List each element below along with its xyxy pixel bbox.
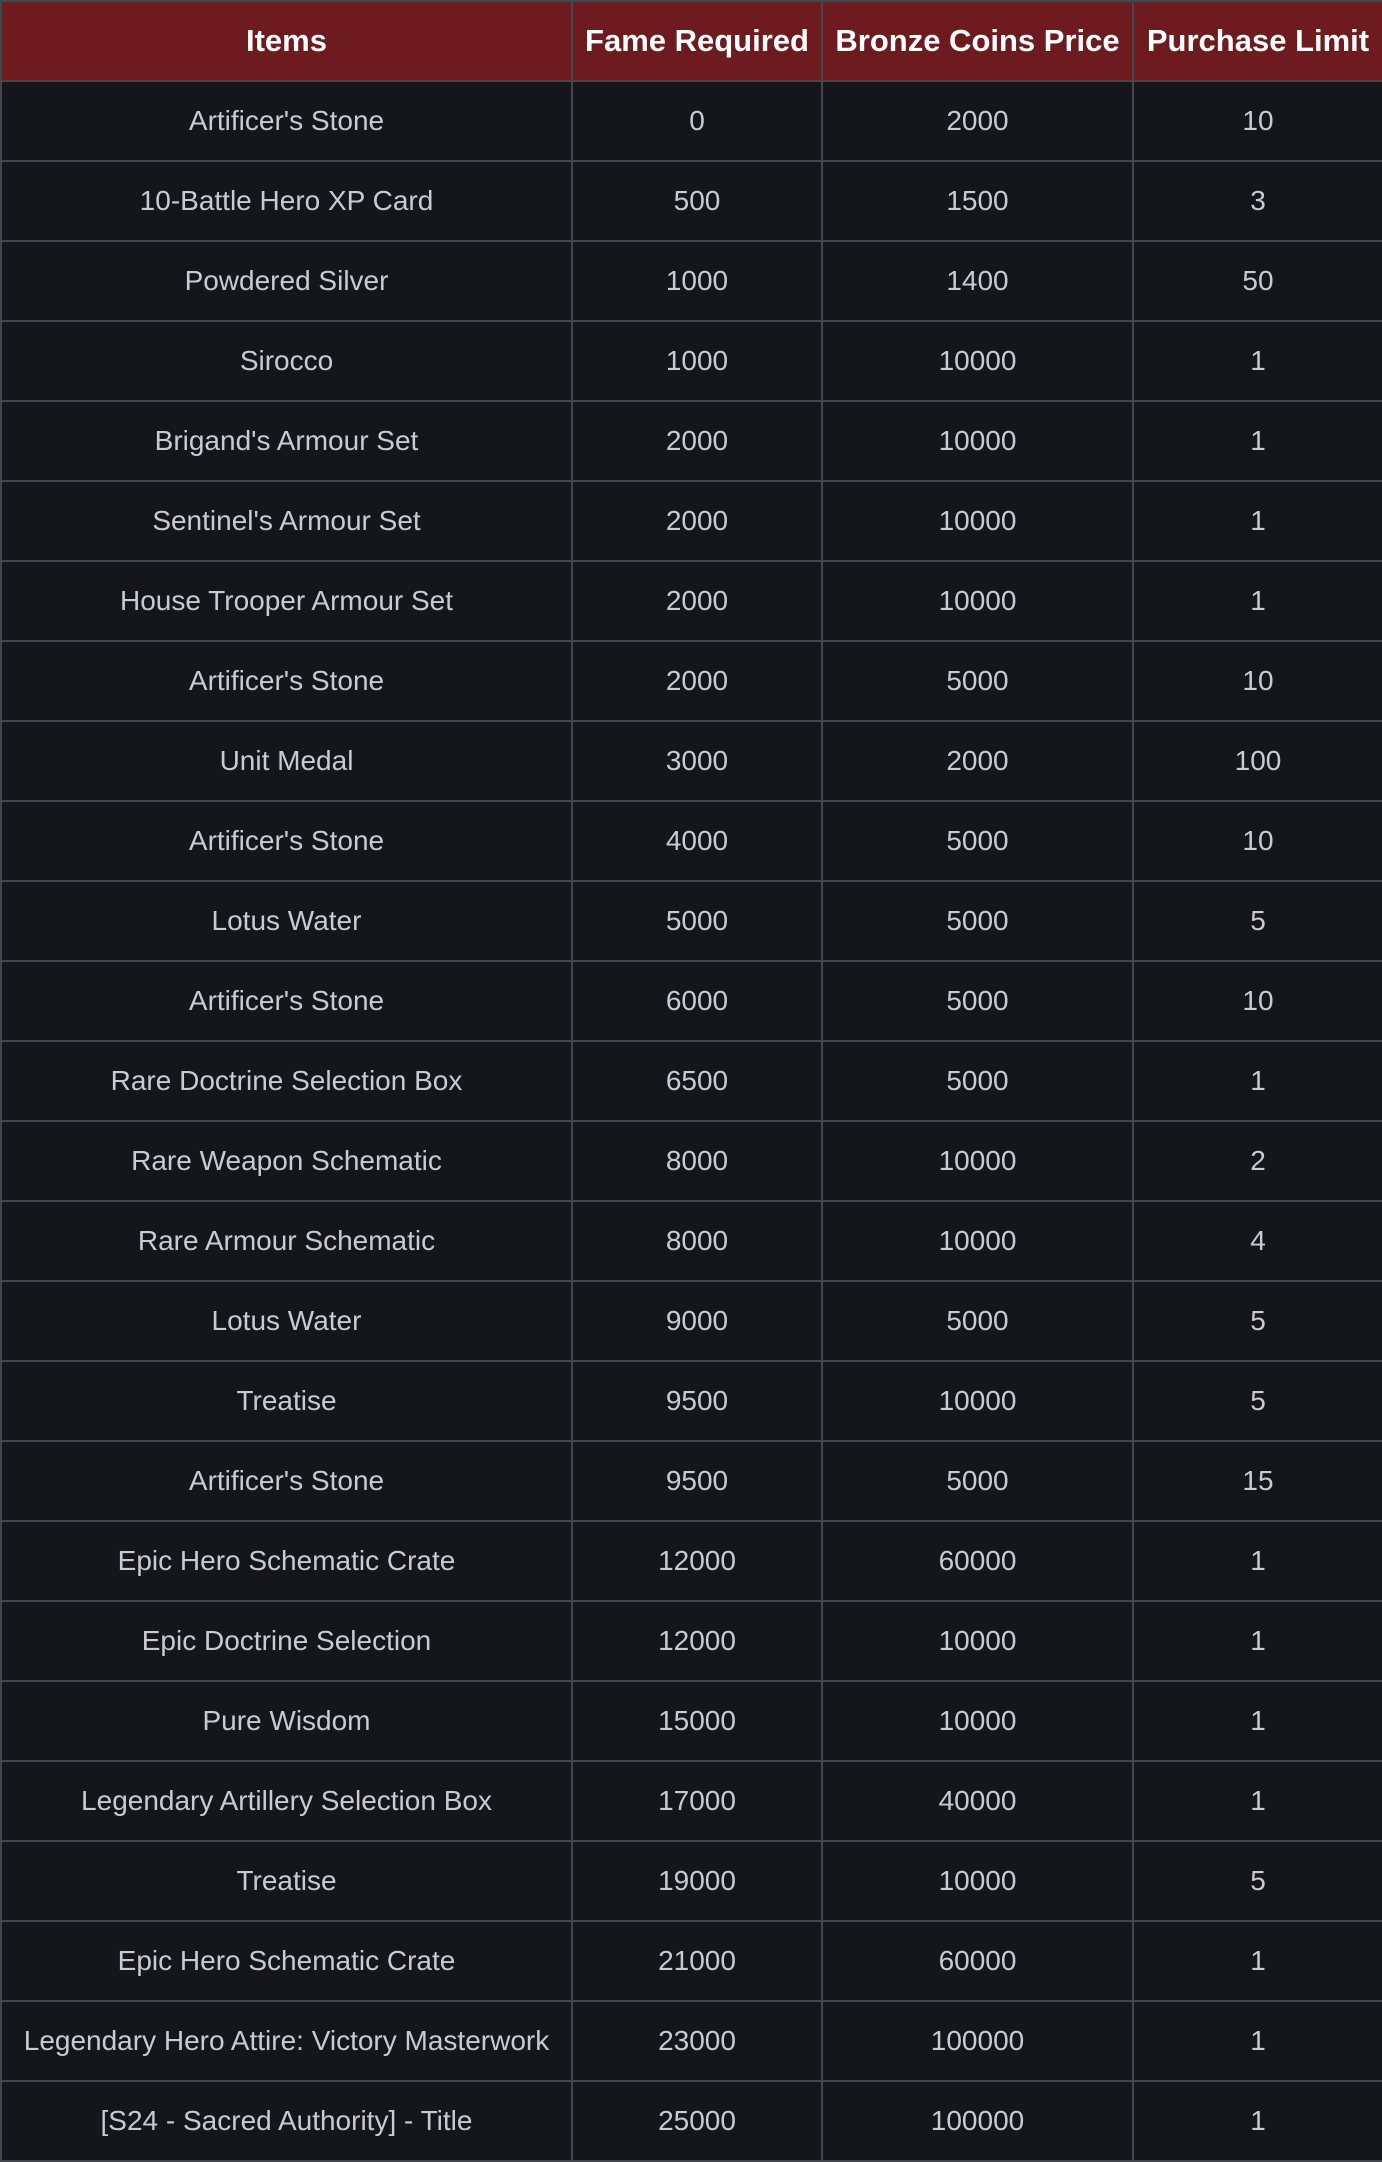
table-row: [1, 721, 1382, 801]
bronze-coins-price-cell: 5000: [822, 881, 1133, 961]
fame-required-cell: 17000: [572, 1761, 822, 1841]
fame-required-cell: 3000: [572, 721, 822, 801]
table-row: [1, 1521, 1382, 1601]
item-name-cell: Unit Medal: [1, 721, 572, 801]
bronze-coins-price-cell: 5000: [822, 961, 1133, 1041]
fame-required-cell: 500: [572, 161, 822, 241]
item-name-cell: Epic Hero Schematic Crate: [1, 1521, 572, 1601]
item-name-cell: Sirocco: [1, 321, 572, 401]
item-name-cell: [S24 - Sacred Authority] - Title: [1, 2081, 572, 2161]
table-header-row: [1, 1, 1382, 81]
table-row: [1, 641, 1382, 721]
item-name-cell: Artificer's Stone: [1, 81, 572, 161]
bronze-coins-price-cell: 5000: [822, 1281, 1133, 1361]
fame-required-cell: 0: [572, 81, 822, 161]
fame-required-cell: 19000: [572, 1841, 822, 1921]
purchase-limit-cell: 5: [1133, 1841, 1382, 1921]
table-row: [1, 1121, 1382, 1201]
item-name-cell: Epic Hero Schematic Crate: [1, 1921, 572, 2001]
item-name-cell: Treatise: [1, 1841, 572, 1921]
table-row: [1, 801, 1382, 881]
bronze-coins-price-cell: 10000: [822, 561, 1133, 641]
item-name-cell: Rare Armour Schematic: [1, 1201, 572, 1281]
purchase-limit-cell: 1: [1133, 481, 1382, 561]
fame-required-cell: 25000: [572, 2081, 822, 2161]
bronze-coins-price-cell: 10000: [822, 1361, 1133, 1441]
table-row: [1, 1681, 1382, 1761]
table-row: [1, 1041, 1382, 1121]
purchase-limit-cell: 10: [1133, 641, 1382, 721]
item-name-cell: 10-Battle Hero XP Card: [1, 161, 572, 241]
fame-required-cell: 15000: [572, 1681, 822, 1761]
purchase-limit-cell: 1: [1133, 1601, 1382, 1681]
item-name-cell: Lotus Water: [1, 1281, 572, 1361]
table-row: [1, 321, 1382, 401]
table-row: [1, 2081, 1382, 2161]
fame-required-cell: 2000: [572, 561, 822, 641]
fame-required-cell: 2000: [572, 481, 822, 561]
fame-required-cell: 6000: [572, 961, 822, 1041]
fame-required-cell: 23000: [572, 2001, 822, 2081]
bronze-coins-price-cell: 10000: [822, 401, 1133, 481]
bronze-coins-price-cell: 10000: [822, 1601, 1133, 1681]
item-name-cell: Rare Doctrine Selection Box: [1, 1041, 572, 1121]
item-name-cell: Powdered Silver: [1, 241, 572, 321]
bronze-coins-price-cell: 2000: [822, 81, 1133, 161]
fame-required-cell: 2000: [572, 401, 822, 481]
fame-required-cell: 21000: [572, 1921, 822, 2001]
purchase-limit-cell: 1: [1133, 2001, 1382, 2081]
purchase-limit-cell: 5: [1133, 1281, 1382, 1361]
item-name-cell: Legendary Hero Attire: Victory Masterwork: [1, 2001, 572, 2081]
fame-required-cell: 9500: [572, 1361, 822, 1441]
purchase-limit-cell: 1: [1133, 561, 1382, 641]
bronze-coins-price-cell: 60000: [822, 1921, 1133, 2001]
column-header-purchase-limit: Purchase Limit: [1133, 1, 1382, 81]
item-name-cell: Treatise: [1, 1361, 572, 1441]
bronze-coins-price-cell: 5000: [822, 1441, 1133, 1521]
fame-required-cell: 9000: [572, 1281, 822, 1361]
bronze-coins-price-cell: 40000: [822, 1761, 1133, 1841]
bronze-coins-price-cell: 10000: [822, 1121, 1133, 1201]
purchase-limit-cell: 5: [1133, 1361, 1382, 1441]
purchase-limit-cell: 15: [1133, 1441, 1382, 1521]
column-header-items: Items: [1, 1, 572, 81]
purchase-limit-cell: 1: [1133, 1521, 1382, 1601]
bronze-coins-price-cell: 5000: [822, 641, 1133, 721]
item-name-cell: House Trooper Armour Set: [1, 561, 572, 641]
item-name-cell: Rare Weapon Schematic: [1, 1121, 572, 1201]
purchase-limit-cell: 1: [1133, 321, 1382, 401]
bronze-coins-price-cell: 10000: [822, 1841, 1133, 1921]
purchase-limit-cell: 5: [1133, 881, 1382, 961]
table-row: [1, 561, 1382, 641]
table-row: [1, 1841, 1382, 1921]
fame-required-cell: 1000: [572, 241, 822, 321]
item-name-cell: Artificer's Stone: [1, 801, 572, 881]
bronze-coins-price-cell: 10000: [822, 321, 1133, 401]
column-header-fame-required: Fame Required: [572, 1, 822, 81]
table-row: [1, 241, 1382, 321]
item-name-cell: Artificer's Stone: [1, 641, 572, 721]
bronze-coins-price-cell: 1500: [822, 161, 1133, 241]
table-row: [1, 161, 1382, 241]
fame-required-cell: 8000: [572, 1201, 822, 1281]
item-name-cell: Artificer's Stone: [1, 1441, 572, 1521]
bronze-coins-price-cell: 2000: [822, 721, 1133, 801]
purchase-limit-cell: 1: [1133, 1761, 1382, 1841]
bronze-coins-price-cell: 10000: [822, 1681, 1133, 1761]
bronze-coins-price-cell: 5000: [822, 801, 1133, 881]
fame-required-cell: 1000: [572, 321, 822, 401]
table-row: [1, 1921, 1382, 2001]
purchase-limit-cell: 4: [1133, 1201, 1382, 1281]
purchase-limit-cell: 10: [1133, 801, 1382, 881]
item-name-cell: Pure Wisdom: [1, 1681, 572, 1761]
table-row: [1, 81, 1382, 161]
fame-required-cell: 4000: [572, 801, 822, 881]
purchase-limit-cell: 1: [1133, 1681, 1382, 1761]
purchase-limit-cell: 1: [1133, 2081, 1382, 2161]
fame-required-cell: 12000: [572, 1601, 822, 1681]
fame-required-cell: 9500: [572, 1441, 822, 1521]
bronze-coins-price-cell: 10000: [822, 481, 1133, 561]
item-name-cell: Legendary Artillery Selection Box: [1, 1761, 572, 1841]
table-row: [1, 961, 1382, 1041]
table-row: [1, 1761, 1382, 1841]
purchase-limit-cell: 2: [1133, 1121, 1382, 1201]
fame-required-cell: 6500: [572, 1041, 822, 1121]
table-body: [1, 81, 1382, 2161]
fame-required-cell: 5000: [572, 881, 822, 961]
bronze-coins-price-cell: 1400: [822, 241, 1133, 321]
table-row: [1, 2001, 1382, 2081]
purchase-limit-cell: 1: [1133, 1921, 1382, 2001]
bronze-coins-price-cell: 10000: [822, 1201, 1133, 1281]
bronze-coins-price-cell: 100000: [822, 2081, 1133, 2161]
table-row: [1, 1281, 1382, 1361]
table-row: [1, 1601, 1382, 1681]
bronze-coins-price-cell: 100000: [822, 2001, 1133, 2081]
purchase-limit-cell: 50: [1133, 241, 1382, 321]
bronze-coins-price-cell: 5000: [822, 1041, 1133, 1121]
purchase-limit-cell: 1: [1133, 401, 1382, 481]
item-name-cell: Brigand's Armour Set: [1, 401, 572, 481]
fame-required-cell: 8000: [572, 1121, 822, 1201]
table-row: [1, 1201, 1382, 1281]
purchase-limit-cell: 10: [1133, 81, 1382, 161]
table-row: [1, 481, 1382, 561]
bronze-coins-price-cell: 60000: [822, 1521, 1133, 1601]
table-row: [1, 1441, 1382, 1521]
fame-required-cell: 2000: [572, 641, 822, 721]
table-row: [1, 1361, 1382, 1441]
item-name-cell: Artificer's Stone: [1, 961, 572, 1041]
purchase-limit-cell: 3: [1133, 161, 1382, 241]
item-name-cell: Sentinel's Armour Set: [1, 481, 572, 561]
purchase-limit-cell: 10: [1133, 961, 1382, 1041]
table-row: [1, 881, 1382, 961]
table-row: [1, 401, 1382, 481]
purchase-limit-cell: 1: [1133, 1041, 1382, 1121]
column-header-bronze-coins-price: Bronze Coins Price: [822, 1, 1133, 81]
fame-required-cell: 12000: [572, 1521, 822, 1601]
item-name-cell: Epic Doctrine Selection: [1, 1601, 572, 1681]
purchase-limit-cell: 100: [1133, 721, 1382, 801]
item-name-cell: Lotus Water: [1, 881, 572, 961]
